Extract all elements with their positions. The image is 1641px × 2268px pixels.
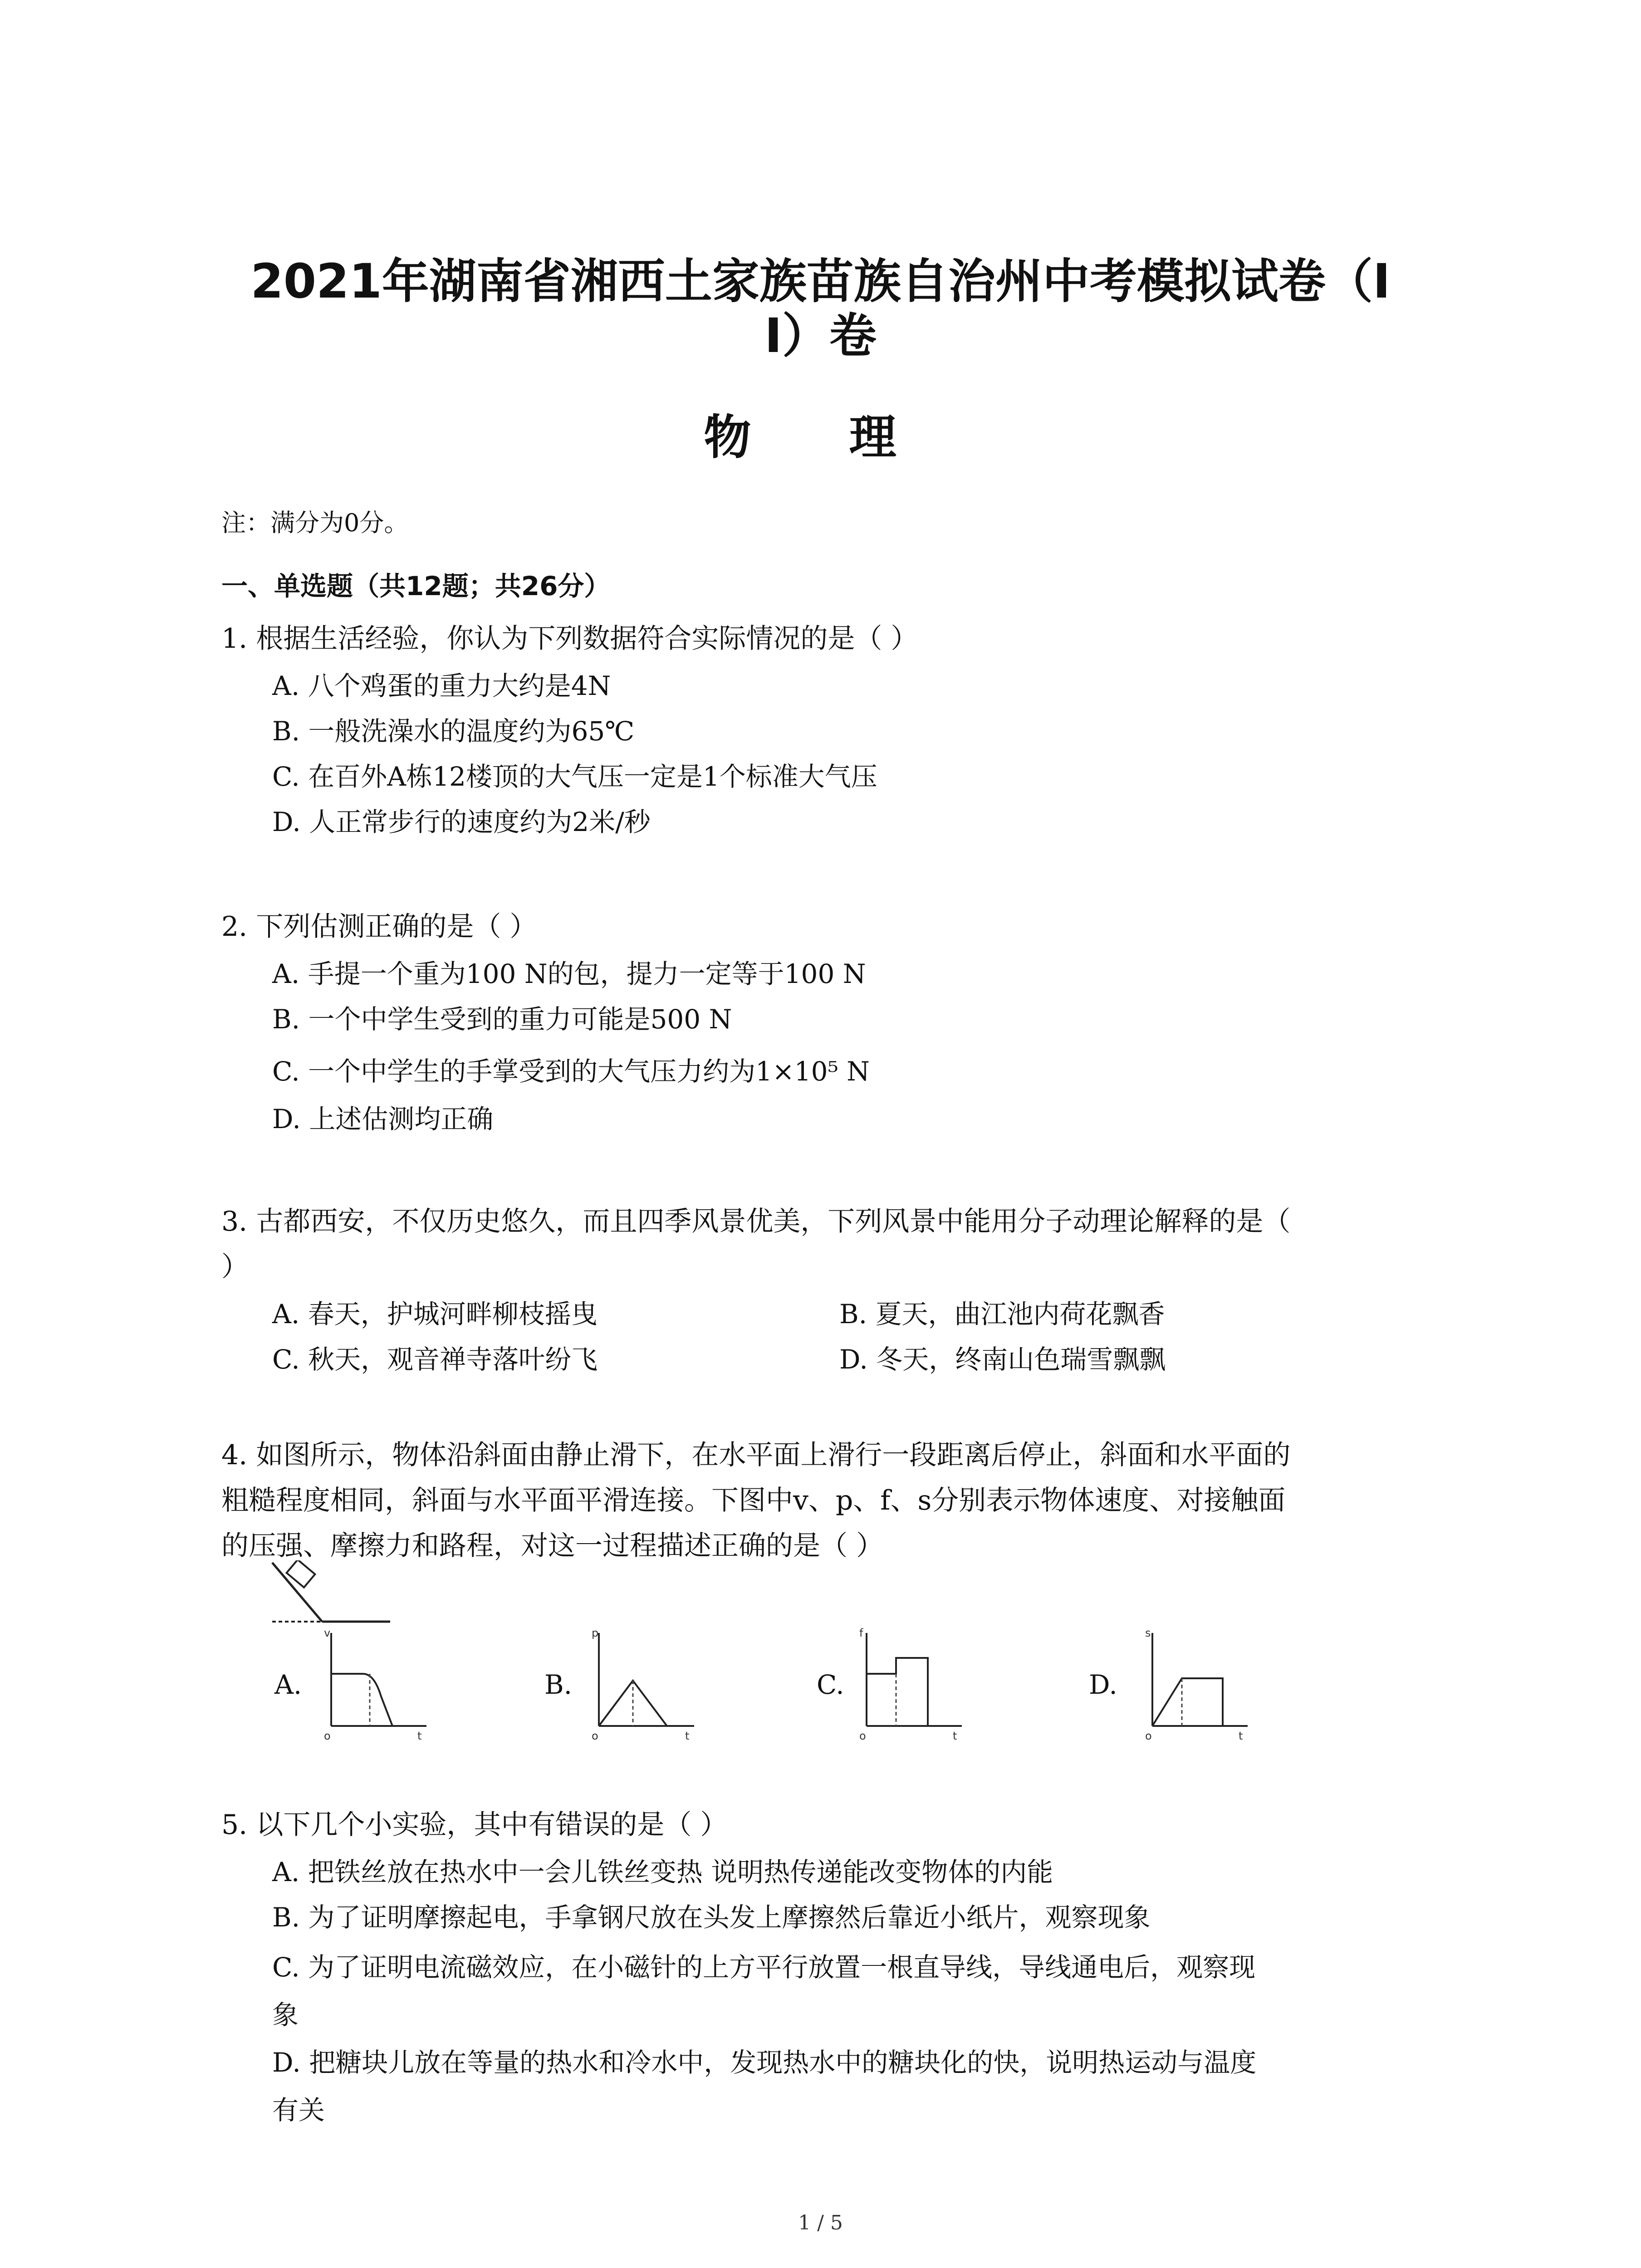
graph-d-xlabel: t	[1239, 1730, 1243, 1742]
incline-figure	[268, 1560, 395, 1628]
graph-option-c-label: C.	[817, 1669, 844, 1700]
graph-b-ylabel: p	[592, 1627, 599, 1639]
graph-c-origin: o	[859, 1730, 866, 1742]
option-a: A. 把铁丝放在热水中一会儿铁丝变热 说明热传递能改变物体的内能	[272, 1857, 1053, 1887]
graph-d-origin: o	[1145, 1730, 1152, 1742]
option-d-continued: 有关	[272, 2095, 325, 2126]
option-c: C. 在百外A栋12楼顶的大气压一定是1个标准大气压	[272, 761, 877, 792]
option-b: B. 夏天，曲江池内荷花飘香	[839, 1299, 1165, 1330]
graph-a-xlabel: t	[417, 1730, 422, 1742]
graph-c-ylabel: f	[859, 1627, 863, 1639]
question-stem-continued: 粗糙程度相同，斜面与水平面平滑连接。下图中v、p、f、s分别表示物体速度、对接触面	[221, 1485, 1286, 1516]
question-stem: 4. 如图所示，物体沿斜面由静止滑下，在水平面上滑行一段距离后停止，斜面和水平面的	[221, 1439, 1291, 1471]
option-d: D. 冬天，终南山色瑞雪飘飘	[839, 1344, 1166, 1375]
graph-d-distance	[1139, 1624, 1257, 1742]
graph-option-d-label: D.	[1089, 1669, 1117, 1700]
exam-title-line-2: I）卷	[764, 308, 877, 363]
option-d: D. 人正常步行的速度约为2米/秒	[272, 807, 651, 837]
question-stem: 3. 古都西安，不仅历史悠久，而且四季风景优美，下列风景中能用分子动理论解释的是（	[221, 1206, 1291, 1237]
graph-a-velocity	[318, 1624, 436, 1742]
option-a: A. 八个鸡蛋的重力大约是4N	[272, 670, 611, 701]
graph-a-origin: o	[324, 1730, 331, 1742]
option-a: A. 手提一个重为100 N的包，提力一定等于100 N	[272, 958, 866, 989]
option-b: B. 一般洗澡水的温度约为65℃	[272, 716, 635, 747]
option-b: B. 一个中学生受到的重力可能是500 N	[272, 1004, 732, 1035]
option-a: A. 春天，护城河畔柳枝摇曳	[272, 1299, 598, 1330]
option-d: D. 把糖块儿放在等量的热水和冷水中，发现热水中的糖块化的快，说明热运动与温度	[272, 2047, 1257, 2078]
graph-d-ylabel: s	[1145, 1627, 1151, 1639]
option-c: C. 为了证明电流磁效应，在小磁针的上方平行放置一根直导线，导线通电后，观察现	[272, 1952, 1256, 1983]
question-stem: 1. 根据生活经验，你认为下列数据符合实际情况的是（ ）	[221, 623, 918, 655]
graph-b-xlabel: t	[685, 1730, 690, 1742]
option-c: C. 秋天，观音禅寺落叶纷飞	[272, 1344, 598, 1375]
graph-option-a-label: A.	[274, 1669, 302, 1700]
subject-title: 物 理	[704, 410, 937, 465]
option-c-continued: 象	[272, 1999, 299, 2030]
graph-c-friction	[853, 1624, 971, 1742]
graph-b-pressure	[585, 1624, 703, 1742]
question-stem: 2. 下列估测正确的是（ ）	[221, 911, 537, 943]
graph-b-origin: o	[592, 1730, 598, 1742]
graph-a-ylabel: v	[324, 1627, 331, 1639]
graph-option-b-label: B.	[544, 1669, 573, 1700]
option-b: B. 为了证明摩擦起电，手拿钢尺放在头发上摩擦然后靠近小纸片，观察现象	[272, 1902, 1151, 1933]
question-stem-continued: 的压强、摩擦力和路程，对这一过程描述正确的是（ ）	[221, 1530, 884, 1562]
page-number: 1 / 5	[798, 2211, 843, 2234]
exam-title-line-1: 2021年湖南省湘西土家族苗族自治州中考模拟试卷（I	[250, 254, 1391, 309]
section-heading: 一、单选题（共12题；共26分）	[221, 571, 611, 601]
question-stem-continued: ）	[221, 1251, 249, 1283]
question-stem: 5. 以下几个小实验，其中有错误的是（ ）	[221, 1809, 728, 1841]
option-d: D. 上述估测均正确	[272, 1104, 494, 1134]
graph-c-xlabel: t	[953, 1730, 957, 1742]
score-note: 注：满分为0分。	[221, 508, 409, 537]
option-c: C. 一个中学生的手掌受到的大气压力约为1×10⁵ N	[272, 1056, 870, 1087]
